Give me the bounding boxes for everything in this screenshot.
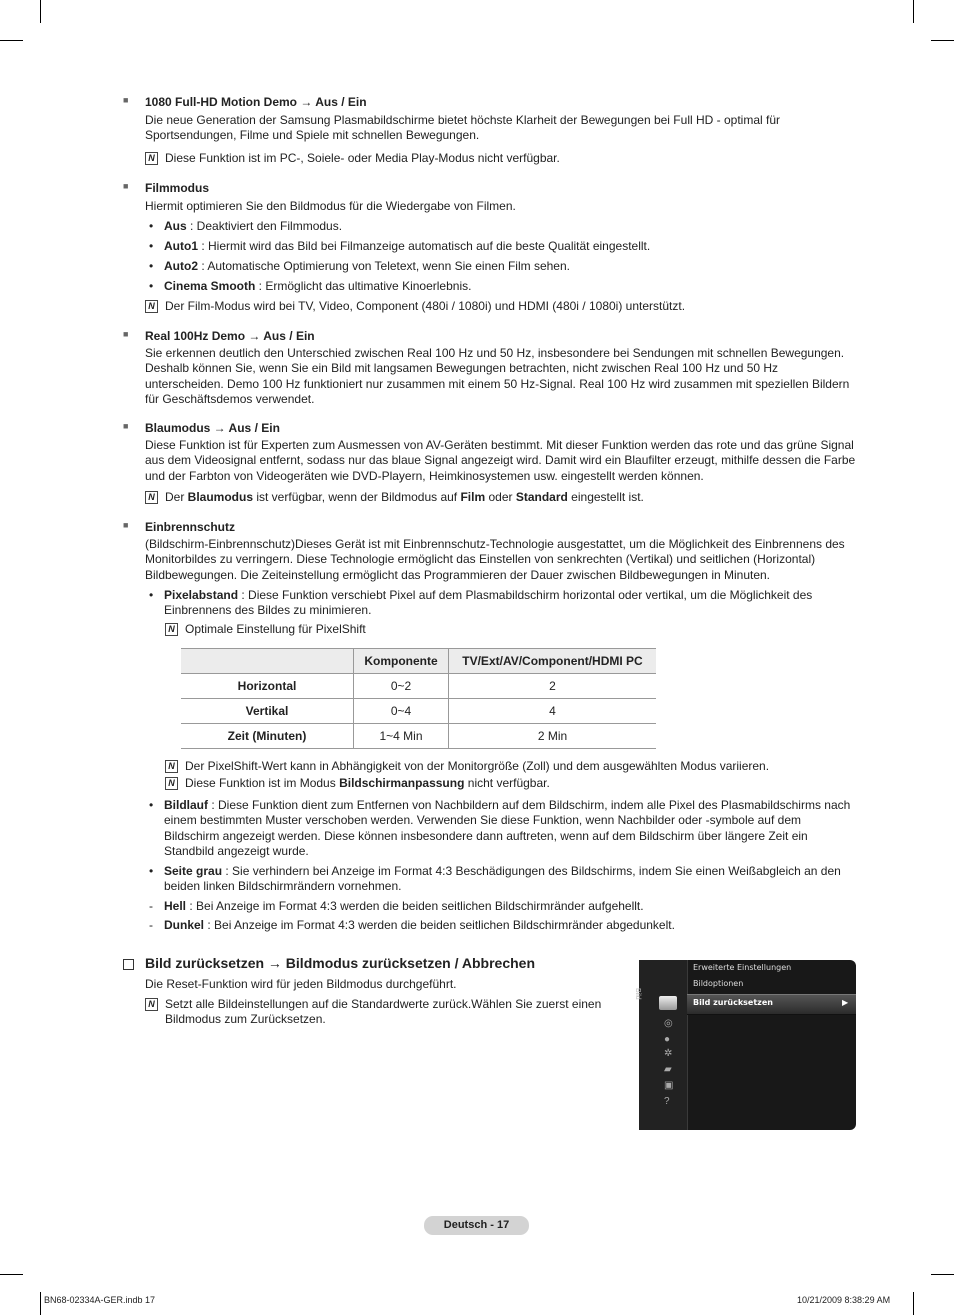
- table-cell: 0~4: [354, 699, 449, 724]
- footer-timestamp: 10/21/2009 8:38:29 AM: [797, 1295, 891, 1305]
- note: [165, 622, 855, 637]
- section-heading: Blaumodus → Aus / Ein: [145, 421, 280, 435]
- note-icon: N: [145, 491, 158, 504]
- note-icon: N: [145, 300, 158, 313]
- sound-icon: ◎: [664, 1018, 673, 1029]
- table-header-cell: [181, 649, 354, 674]
- square-bullet-icon: ■: [123, 421, 129, 431]
- section-body: Diese Funktion ist für Experten zum Ausmessen von AV-Geräten bestimmt. Mit dieser Funktion werden das rote und das grüne Signal aus dem Videosignal entfernt, sodass nur das blaue Signal angezeigt wird. Damit wird ein Blaufilter erzeugt, mithilfe dessen die Farbe und der Farbton von Videogeräten wie DVD-Playern, Heimkinosystemen usw. eingestellt werden können.: [145, 438, 856, 483]
- crop-mark: [0, 40, 23, 41]
- square-bullet-icon: ■: [123, 329, 129, 339]
- table-cell: 2 Min: [449, 724, 657, 749]
- osd-menu-screenshot: [634, 960, 856, 1130]
- crop-mark: [40, 1292, 41, 1315]
- crop-mark: [0, 1274, 23, 1275]
- channel-icon: ●: [664, 1034, 671, 1045]
- note-icon: N: [165, 623, 178, 636]
- section-body: Die neue Generation der Samsung Plasmabildschirme bietet höchste Klarheit der Bewegungen bei Full HD - optimal für Sportsendungen, Filme und Spiele mit schnellen Bewegungen.: [145, 113, 780, 143]
- table-cell: 1~4 Min: [354, 724, 449, 749]
- crop-mark: [913, 1292, 914, 1315]
- table-header-row: [181, 649, 656, 674]
- table-cell: Zeit (Minuten): [181, 724, 354, 749]
- note-text: Diese Funktion ist im PC-, Soiele- oder Media Play-Modus nicht verfügbar.: [165, 151, 560, 165]
- section-body: Hiermit optimieren Sie den Bildmodus für die Wiedergabe von Filmen.: [145, 199, 516, 213]
- section-heading-bild-zuruecksetzen: Bild zurücksetzen → Bildmodus zurücksetzen / Abbrechen: [145, 955, 535, 971]
- application-icon: ▣: [664, 1080, 674, 1091]
- sub-item-hell: - Hell : Bei Anzeige im Format 4:3 werden die beiden seitlichen Bildschirmränder aufgehellt.: [149, 899, 644, 913]
- picture-icon: [659, 996, 677, 1010]
- checkbox-bullet-icon: [123, 959, 134, 970]
- note-text: Optimale Einstellung für PixelShift: [185, 622, 366, 636]
- osd-menu-item: Bildoptionen: [693, 979, 744, 988]
- crop-mark: [913, 0, 914, 23]
- table-cell: Horizontal: [181, 674, 354, 699]
- section-body: Sie erkennen deutlich den Unterschied zwischen Real 100 Hz und 50 Hz, insbesondere bei Sendungen mit schnellen Bewegungen. Deshalb können Sie, wenn Sie ein Bild mit langsamen Bewegungen betrachten, nicht zwischen Real 100 Hz und 50 Hz unterscheiden. Demo 100 Hz funktioniert nur zusammen mit einem 50 Hz-Signal. Real 100 Hz wird zusammen mit speziellen Bildern für Geschäftsdemos verwendet.: [145, 346, 850, 407]
- list-item-bildlauf: • Bildlauf : Diese Funktion dient zum Entfernen von Nachbildern auf dem Bildschirm, indem alle Pixel des Plasmabildschirms nach einem bestimmten Muster verschoben werden. Verwenden Sie diese Funktion, wenn Nachbilder oder -symbole auf dem Bildschirm angezeigt werden. Diese können insbesondere dann auftreten, wenn auf dem Bildschirm über längere Zeit ein Standbild angezeigt wurde.: [149, 798, 851, 859]
- table-header-cell: Komponente: [354, 649, 449, 674]
- table-cell: 0~2: [354, 674, 449, 699]
- crop-mark: [40, 0, 41, 23]
- input-icon: ▰: [664, 1064, 672, 1075]
- list-item: • Auto2 : Automatische Optimierung von Teletext, wenn Sie einen Film sehen.: [149, 259, 570, 273]
- note: [145, 151, 860, 166]
- section-heading: 1080 Full-HD Motion Demo → Aus / Ein: [145, 95, 367, 109]
- osd-sidebar: [634, 960, 688, 1130]
- table-row: [181, 724, 656, 749]
- osd-menu-item-selected: Bild zurücksetzen: [693, 998, 773, 1007]
- list-item: • Auto1 : Hiermit wird das Bild bei Filmanzeige automatisch auf die beste Qualität eingestellt.: [149, 239, 651, 253]
- note: N Der Blaumodus ist verfügbar, wenn der Bildmodus auf Film oder Standard eingestellt ist.: [145, 490, 860, 505]
- note-icon: N: [145, 152, 158, 165]
- sub-item-dunkel: - Dunkel : Bei Anzeige im Format 4:3 werden die beiden seitlichen Bildschirmränder abgedunkelt.: [149, 918, 675, 932]
- note: [165, 759, 855, 774]
- crop-mark: [931, 40, 954, 41]
- list-item: • Cinema Smooth : Ermöglicht das ultimative Kinoerlebnis.: [149, 279, 472, 293]
- osd-menu-item: Erweiterte Einstellungen: [693, 963, 792, 972]
- arrow-right-icon: ▶: [842, 998, 849, 1007]
- table-row: [181, 699, 656, 724]
- section-body: (Bildschirm-Einbrennschutz)Dieses Gerät ist mit Einbrennschutz-Technologie ausgestattet, um die Möglichkeit des Einbrennens des Monitorbildes zu verringern. Diese Technologie ermöglicht das Einstellen von senkrechten (Vertikal) und seitlichen (Horizontal) Bildbewegungen. Die Zeiteinstellung ermöglicht das Programmieren der Dauer zwischen Bildbewegungen in Minuten.: [145, 537, 845, 582]
- note: [145, 299, 860, 314]
- note-text: Der Film-Modus wird bei TV, Video, Component (480i / 1080i) und HDMI (480i / 1080i) unterstützt.: [165, 299, 686, 313]
- page-number-badge: Deutsch - 17: [424, 1216, 529, 1235]
- note-text: Der PixelShift-Wert kann in Abhängigkeit von der Monitorgröße (Zoll) und dem ausgewählten Modus variieren.: [185, 759, 770, 773]
- pixelshift-table: [181, 648, 656, 749]
- table-cell: 2: [449, 674, 657, 699]
- section-body: Die Reset-Funktion wird für jeden Bildmodus durchgeführt.: [145, 977, 457, 991]
- table-row: [181, 674, 656, 699]
- square-bullet-icon: ■: [123, 95, 129, 105]
- osd-side-label: Bild: [634, 988, 641, 1000]
- setup-icon: ✲: [664, 1048, 673, 1059]
- section-heading: Filmmodus: [145, 181, 210, 195]
- footer-file-info: BN68-02334A-GER.indb 17: [44, 1295, 156, 1305]
- section-heading: Real 100Hz Demo → Aus / Ein: [145, 329, 315, 343]
- support-icon: ?: [664, 1096, 670, 1107]
- table-cell: Vertikal: [181, 699, 354, 724]
- list-item-pixelabstand: • Pixelabstand : Diese Funktion verschiebt Pixel auf dem Plasmabildschirm horizontal oder vertikal, um die Möglichkeit des Einbrennens des Bildes zu minimieren.: [149, 588, 813, 618]
- note: [145, 997, 625, 1028]
- note: N Diese Funktion ist im Modus Bildschirmanpassung nicht verfügbar.: [165, 776, 855, 791]
- list-item: • Aus : Deaktiviert den Filmmodus.: [149, 219, 343, 233]
- note-text: Setzt alle Bildeinstellungen auf die Standardwerte zurück.Wählen Sie zuerst einen Bildmodus zum Zurücksetzen.: [165, 997, 602, 1027]
- table-cell: 4: [449, 699, 657, 724]
- note-icon: N: [165, 777, 178, 790]
- square-bullet-icon: ■: [123, 181, 129, 191]
- list-item-seite-grau: • Seite grau : Sie verhindern bei Anzeige im Format 4:3 Beschädigungen des Bildschirms, indem Sie einen Weißabgleich an den beiden linken Bildschirmrändern vornehmen.: [149, 864, 841, 894]
- note-icon: N: [165, 760, 178, 773]
- note-icon: N: [145, 998, 158, 1011]
- table-header-cell: TV/Ext/AV/Component/HDMI PC: [449, 649, 657, 674]
- crop-mark: [931, 1274, 954, 1275]
- section-heading: Einbrennschutz: [145, 520, 236, 534]
- square-bullet-icon: ■: [123, 520, 129, 530]
